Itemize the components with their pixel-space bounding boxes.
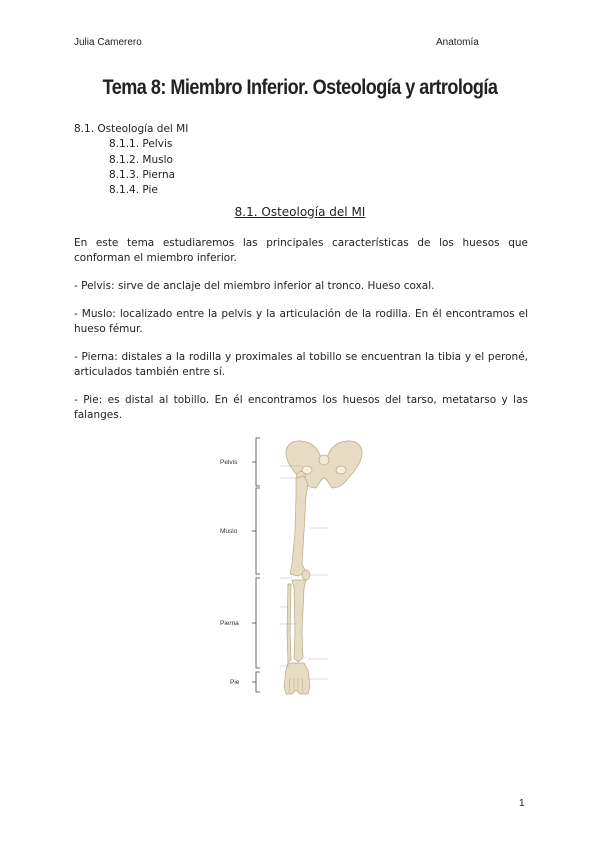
table-of-contents [74, 122, 188, 198]
toc-item-pelvis: 8.1.1. Pelvis [109, 138, 173, 151]
muslo-paragraph: - Muslo: localizado entre la pelvis y la articulación de la rodilla. En él encontramos el hueso fémur. [74, 308, 528, 335]
sacrum [319, 455, 329, 465]
toc-main-item: 8.1. Osteología del MI [74, 123, 189, 135]
header-subject: Anatomía [436, 37, 479, 48]
lower-limb-skeleton-figure [216, 432, 386, 696]
obturator-foramen-right [336, 466, 346, 474]
pierna-bracket [256, 578, 260, 668]
muslo-bracket [256, 488, 260, 574]
header-author: Julia Camerero [74, 37, 142, 48]
tibia [292, 580, 306, 662]
label-pelvis: Pelvis [220, 459, 238, 466]
section-heading: 8.1. Osteología del MI [234, 205, 366, 219]
patella [302, 570, 310, 580]
intro-paragraph: En este tema estudiaremos las principales características de los huesos que conforman el miembro inferior. [74, 237, 528, 264]
toc-item-pierna: 8.1.3. Pierna [109, 168, 176, 181]
page-number: 1 [519, 798, 525, 809]
label-pie: Pie [230, 679, 240, 686]
pelvis-bracket [256, 438, 260, 486]
label-muslo: Muslo [220, 528, 238, 535]
pierna-paragraph: - Pierna: distales a la rodilla y proximales al tobillo se encuentran la tibia y el peroné, articulados también entre sí. [74, 351, 528, 378]
region-brackets [252, 438, 260, 692]
bones [284, 441, 362, 694]
document-title: Tema 8: Miembro Inferior. Osteología y artrología [102, 76, 498, 99]
toc-item-pie: 8.1.4. Pie [109, 184, 158, 197]
fibula [287, 584, 291, 662]
pie-paragraph: - Pie: es distal al tobillo. En él encontramos los huesos del tarso, metatarso y las falanges. [74, 394, 528, 421]
skeleton-illustration [216, 432, 386, 696]
label-pierna: Pierna [220, 620, 239, 627]
pie-bracket [256, 672, 260, 692]
femur [290, 476, 308, 576]
pelvis-paragraph: - Pelvis: sirve de anclaje del miembro inferior al tronco. Hueso coxal. [74, 280, 435, 292]
foot-bones [284, 663, 310, 694]
toc-item-muslo: 8.1.2. Muslo [109, 153, 173, 166]
